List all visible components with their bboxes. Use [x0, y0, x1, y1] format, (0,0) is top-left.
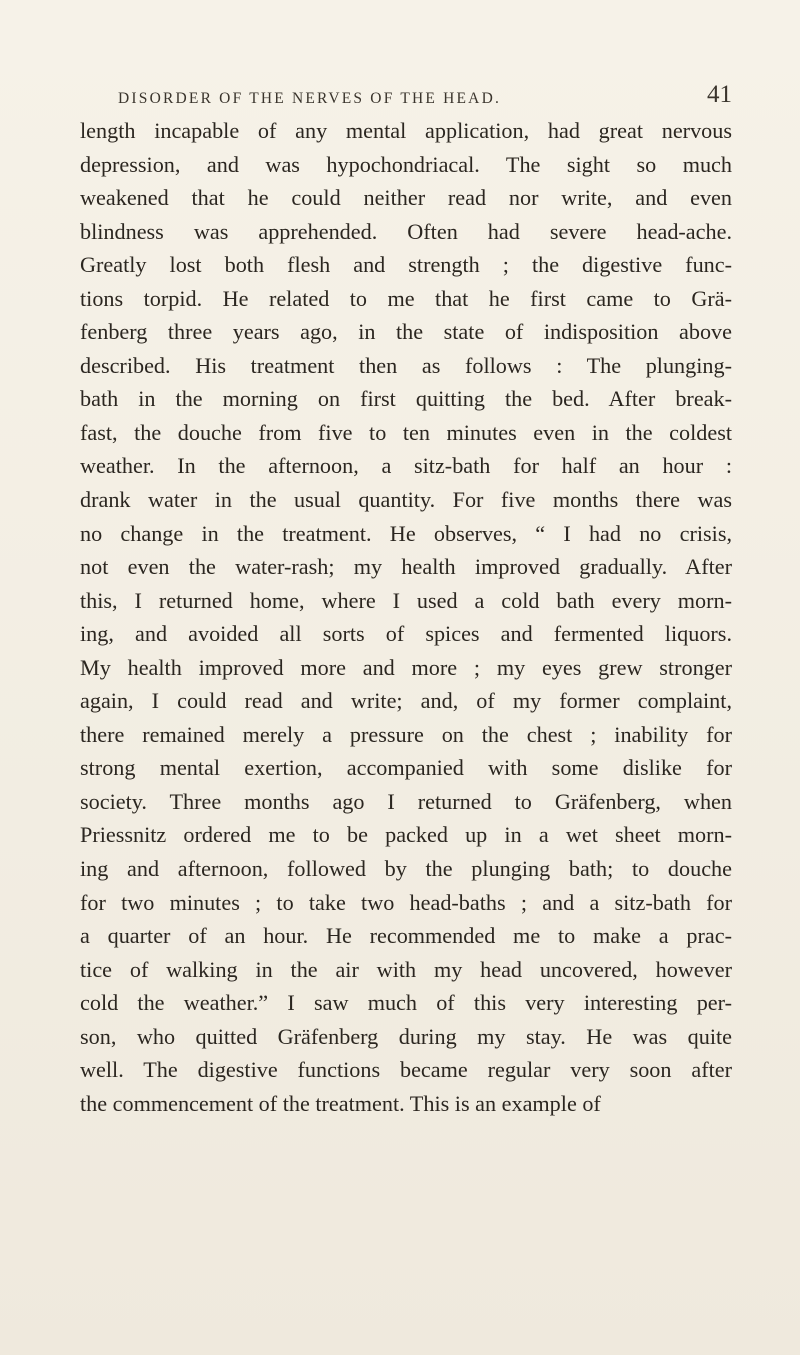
text-line: a quarter of an hour. He recommended me to make a prac- [80, 923, 732, 949]
text-line: described. His treatment then as follows : The plunging- [80, 352, 732, 378]
text-line: Greatly lost both flesh and strength ; the digestive func- [80, 252, 732, 278]
text-line: again, I could read and write; and, of my former complaint, [80, 688, 732, 714]
text-line: for two minutes ; to take two head-baths ; and a sitz-bath for [80, 889, 732, 915]
text-line: drank water in the usual quantity. For five months there was [80, 487, 732, 513]
text-line: son, who quitted Gräfenberg during my stay. He was quite [80, 1023, 732, 1049]
text-line: blindness was apprehended. Often had severe head-ache. [80, 218, 732, 244]
text-line: no change in the treatment. He observes, “ I had no crisis, [80, 520, 732, 546]
text-line: weakened that he could neither read nor write, and even [80, 185, 732, 211]
text-line: society. Three months ago I returned to Gräfenberg, when [80, 788, 732, 814]
running-title: DISORDER OF THE NERVES OF THE HEAD. [118, 90, 502, 107]
text-line: depression, and was hypochondriacal. The sight so much [80, 151, 732, 177]
text-line: not even the water-rash; my health improved gradually. After [80, 554, 732, 580]
text-line: there remained merely a pressure on the chest ; inability for [80, 721, 732, 747]
text-line: ing and afternoon, followed by the plunging bath; to douche [80, 856, 732, 882]
text-line: tions torpid. He related to me that he first came to Grä- [80, 285, 732, 311]
text-line: ing, and avoided all sorts of spices and fermented liquors. [80, 621, 732, 647]
body-text [80, 114, 732, 1120]
text-line: fenberg three years ago, in the state of indisposition above [80, 319, 732, 345]
text-line: bath in the morning on first quitting the bed. After break- [80, 386, 732, 412]
text-line: length incapable of any mental application, had great nervous [80, 118, 732, 143]
text-line: strong mental exertion, accompanied with some dislike for [80, 755, 732, 781]
text-line: well. The digestive functions became regular very soon after [80, 1057, 732, 1083]
text-line: Priessnitz ordered me to be packed up in a wet sheet morn- [80, 822, 732, 848]
page-number: 41 [707, 81, 732, 108]
text-line: tice of walking in the air with my head uncovered, however [80, 956, 732, 982]
text-line: fast, the douche from five to ten minutes even in the coldest [80, 419, 732, 445]
text-line: cold the weather.” I saw much of this very interesting per- [80, 990, 732, 1016]
text-line: My health improved more and more ; my eyes grew stronger [80, 654, 732, 680]
text-line: this, I returned home, where I used a cold bath every morn- [80, 587, 732, 613]
text-line: weather. In the afternoon, a sitz-bath for half an hour : [80, 453, 732, 479]
text-line: the commencement of the treatment. This is an example of [80, 1090, 601, 1116]
